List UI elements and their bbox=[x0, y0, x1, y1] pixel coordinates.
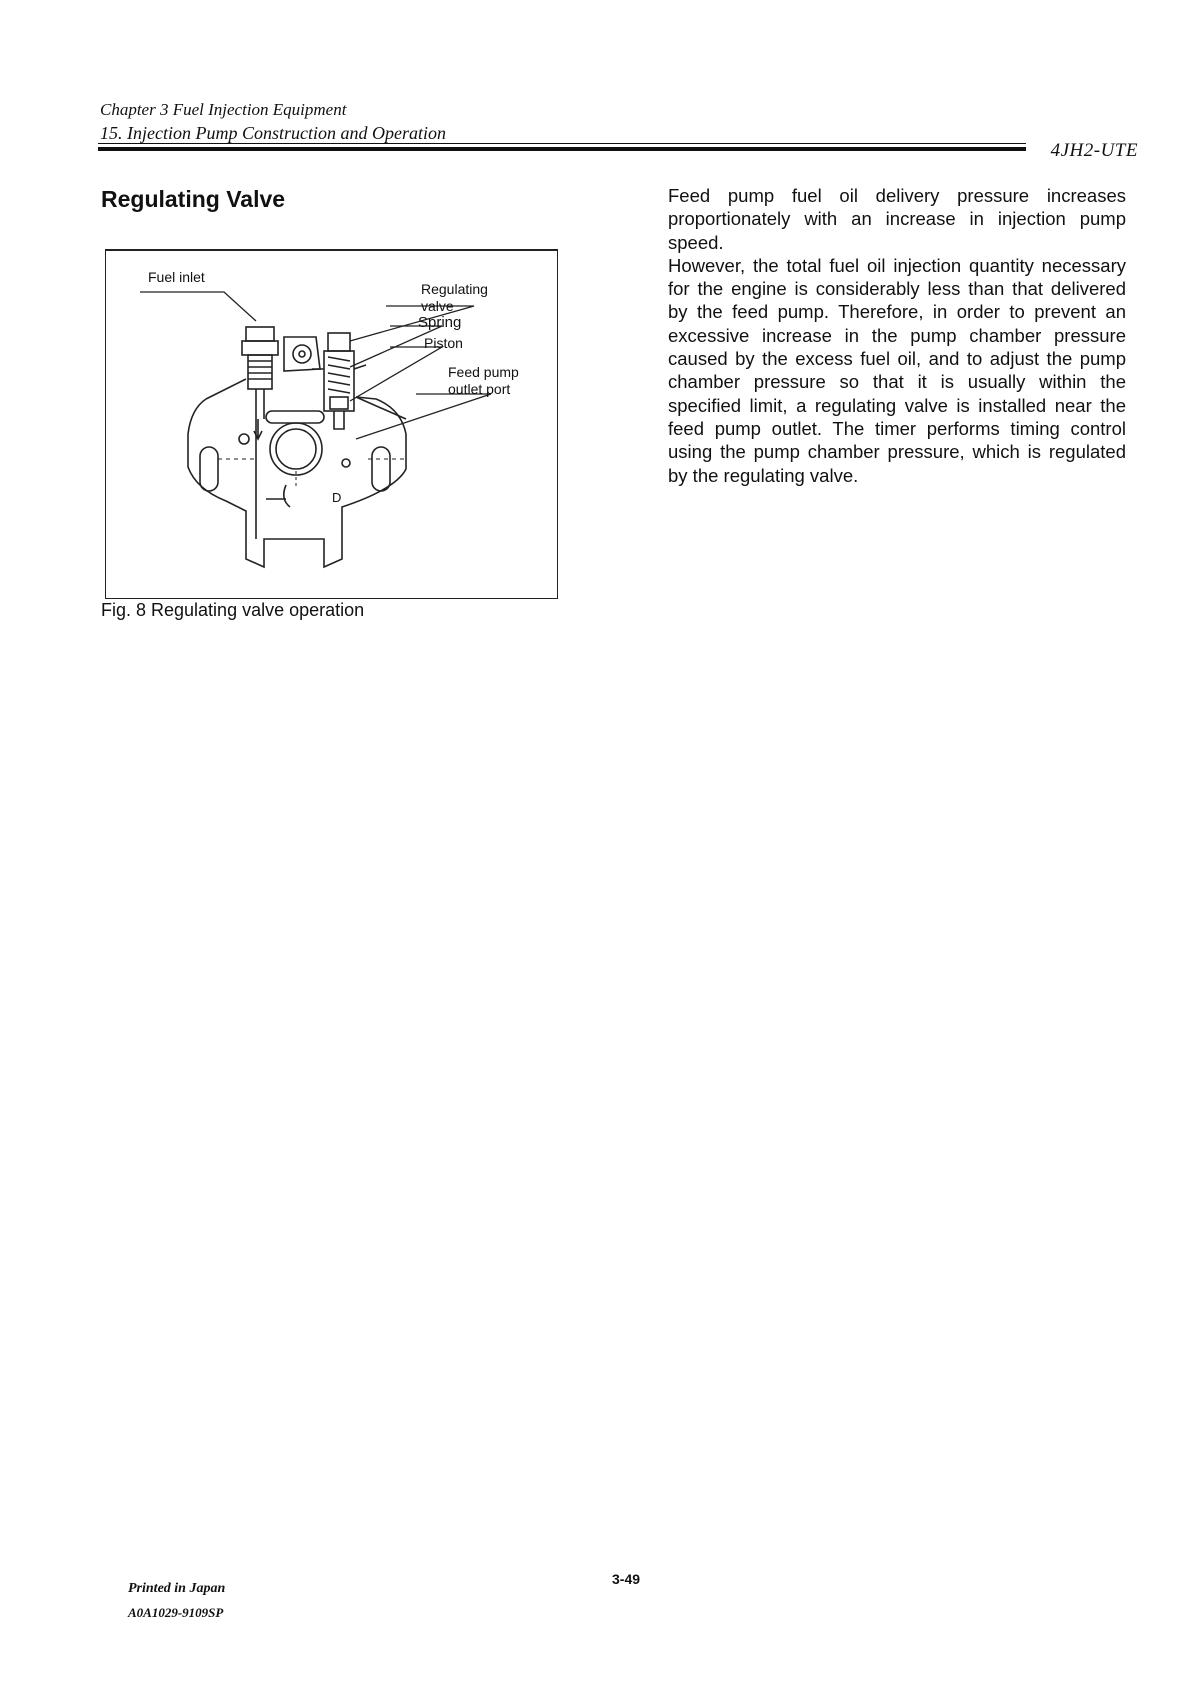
lever bbox=[284, 485, 290, 507]
chapter-header: Chapter 3 Fuel Injection Equipment bbox=[100, 100, 347, 119]
bolt-hole-right bbox=[342, 459, 350, 467]
feed-passage bbox=[266, 411, 324, 423]
printed-in-japan: Printed in Japan bbox=[128, 1581, 226, 1596]
fuel-inlet-label: Fuel inlet bbox=[148, 269, 205, 285]
feed-pump-port bbox=[293, 345, 311, 363]
leader-feed-pump-outlet bbox=[356, 394, 491, 439]
regulating-valve-label: Regulating valve bbox=[421, 281, 488, 314]
paragraph-2: However, the total fuel oil injection quantity necessary for the engine is considerably less than that delivered by the feed pump. Therefore, in order to prevent an excessive increase in the pump chamber pressure caused by the excess fuel oil, and to adjust the pump chamber pressure so that it is usually within the specified limit, a regulating valve is installed near the feed pump outlet. The timer performs timing control using the pump chamber pressure, which is regulated by the regulating valve. bbox=[668, 254, 1126, 486]
header-rule bbox=[98, 147, 1026, 151]
leader-fuel-inlet bbox=[140, 292, 256, 321]
section-header: 15. Injection Pump Construction and Operation bbox=[100, 123, 446, 143]
paragraph-1: Feed pump fuel oil delivery pressure increases proportionately with an increase in injection pump speed. bbox=[668, 185, 1126, 253]
valve-cap bbox=[328, 333, 350, 351]
figure-frame bbox=[105, 249, 558, 599]
inlet-cap bbox=[246, 327, 274, 341]
page-title: Regulating Valve bbox=[101, 186, 286, 212]
page-number: 3-49 bbox=[612, 1571, 641, 1587]
header-rule-thin bbox=[98, 143, 1026, 144]
piston-label: Piston bbox=[424, 335, 463, 351]
model-label: 4JH2-UTE bbox=[1050, 140, 1138, 161]
valve-spring bbox=[328, 357, 350, 393]
left-slot bbox=[200, 447, 218, 491]
left-mount-ear bbox=[206, 379, 246, 399]
feed-pump-outlet-label: Feed pump outlet port bbox=[448, 364, 519, 397]
figure-caption: Fig. 8 Regulating valve operation bbox=[101, 600, 365, 620]
document-code: A0A1029-9109SP bbox=[128, 1605, 224, 1620]
bolt-hole-left bbox=[239, 434, 249, 444]
right-slot bbox=[372, 447, 390, 491]
mark-d-label: D bbox=[332, 490, 342, 505]
drive-shaft-bore bbox=[270, 423, 322, 475]
spring-label: Spring bbox=[418, 314, 462, 331]
valve-piston bbox=[330, 397, 348, 409]
body-text bbox=[668, 184, 1126, 487]
leader-piston bbox=[350, 347, 442, 401]
